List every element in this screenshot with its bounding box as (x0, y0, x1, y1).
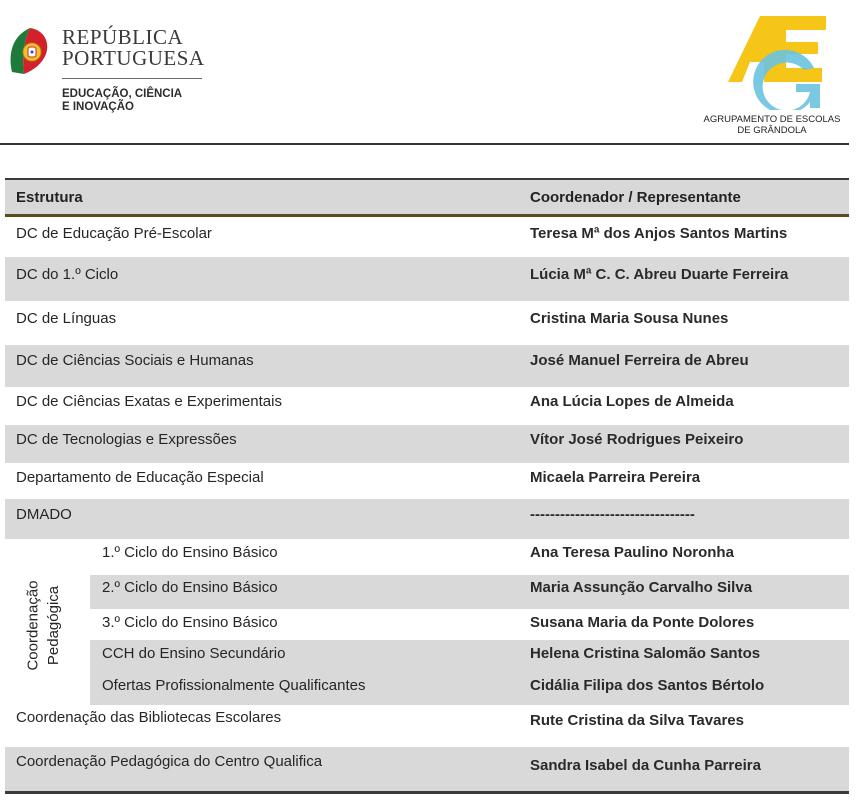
row-estrutura: 1.º Ciclo do Ensino Básico (102, 544, 278, 561)
school-name (700, 114, 844, 136)
row-coordenador: Sandra Isabel da Cunha Parreira (530, 757, 761, 774)
row-estrutura: DC de Ciências Exatas e Experimentais (16, 393, 282, 410)
row-coordenador: Ana Teresa Paulino Noronha (530, 544, 734, 561)
row-estrutura: DC de Línguas (16, 310, 117, 327)
row-estrutura: CCH do Ensino Secundário (102, 645, 286, 662)
government-title (62, 27, 204, 69)
coordenacao-row (5, 575, 849, 609)
row-coordenador: Helena Cristina Salomão Santos (530, 645, 761, 662)
table-row (5, 705, 849, 747)
table-row (5, 425, 849, 463)
row-coordenador: Vítor José Rodrigues Peixeiro (530, 431, 744, 448)
ministry-name (62, 88, 182, 114)
row-coordenador: Lúcia Mª C. C. Abreu Duarte Ferreira (530, 266, 789, 283)
coordenacao-row (5, 640, 849, 673)
row-coordenador: Teresa Mª dos Anjos Santos Martins (530, 225, 788, 242)
row-estrutura: Coordenação das Bibliotecas Escolares (16, 709, 282, 726)
row-coordenador: Ana Lúcia Lopes de Almeida (530, 393, 734, 410)
header-coordenador: Coordenador / Representante (530, 189, 741, 206)
table-row (5, 747, 849, 791)
table-row (5, 217, 849, 257)
table-header-row (5, 180, 849, 214)
table-row (5, 345, 849, 387)
republica-portuguesa-emblem (8, 24, 50, 80)
table-row (5, 257, 849, 301)
ministry-line1: EDUCAÇÃO, CIÊNCIA (62, 88, 183, 100)
coordenacao-row (5, 673, 849, 705)
school-line2: DE GRÂNDOLA (737, 125, 807, 136)
table-row (5, 463, 849, 499)
row-coordenador: Micaela Parreira Pereira (530, 469, 701, 486)
row-estrutura: DC do 1.º Ciclo (16, 266, 119, 283)
coordenacao-pedagogica-label (12, 545, 72, 707)
row-estrutura: Departamento de Educação Especial (16, 469, 264, 486)
school-line1: AGRUPAMENTO DE ESCOLAS (703, 114, 841, 125)
coordenacao-label-line2: Pedagógica (45, 585, 63, 666)
coordenacao-label-line1: Coordenação (24, 580, 42, 671)
gov-title-line2: PORTUGUESA (62, 46, 205, 70)
row-estrutura: DMADO (16, 506, 72, 523)
row-coordenador: Cristina Maria Sousa Nunes (530, 310, 729, 327)
row-estrutura: DC de Educação Pré-Escolar (16, 225, 212, 242)
gov-title-divider (62, 78, 202, 79)
row-coordenador: --------------------------------- (530, 506, 695, 523)
row-estrutura: DC de Ciências Sociais e Humanas (16, 352, 254, 369)
coordenacao-row (5, 609, 849, 640)
row-estrutura: 2.º Ciclo do Ensino Básico (102, 579, 278, 596)
row-coordenador: Cidália Filipa dos Santos Bértolo (530, 677, 765, 694)
row-estrutura: Ofertas Profissionalmente Qualificantes (102, 677, 366, 694)
table-row (5, 387, 849, 425)
row-estrutura: Coordenação Pedagógica do Centro Qualifica (16, 753, 323, 770)
structure-table (5, 178, 849, 794)
header-divider (0, 143, 849, 145)
table-row (5, 301, 849, 345)
header-estrutura: Estrutura (16, 189, 83, 206)
row-coordenador: Rute Cristina da Silva Tavares (530, 712, 744, 729)
coordenacao-row (5, 539, 849, 575)
row-coordenador: José Manuel Ferreira de Abreu (530, 352, 749, 369)
table-row (5, 499, 849, 539)
agrupamento-logo (726, 12, 826, 110)
row-coordenador: Maria Assunção Carvalho Silva (530, 579, 753, 596)
row-estrutura: DC de Tecnologias e Expressões (16, 431, 237, 448)
gov-title-line1: REPÚBLICA (62, 25, 184, 49)
row-estrutura: 3.º Ciclo do Ensino Básico (102, 614, 278, 631)
table-bottom-rule (5, 791, 849, 794)
ministry-line2: E INOVAÇÃO (62, 101, 134, 113)
row-coordenador: Susana Maria da Ponte Dolores (530, 614, 755, 631)
